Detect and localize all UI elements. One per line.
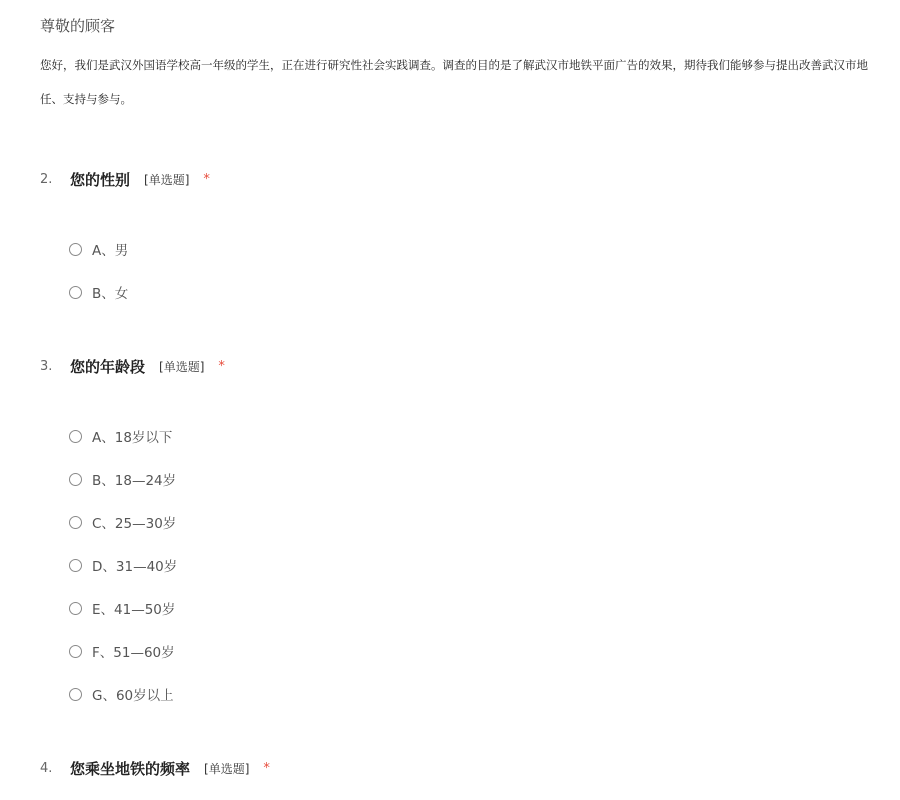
required-marker: *	[203, 171, 210, 187]
question-title: 您的性别	[70, 170, 131, 189]
option-age-over-60[interactable]	[69, 684, 174, 704]
radio-button[interactable]	[69, 559, 82, 572]
radio-button[interactable]	[69, 243, 82, 256]
question-number: 2.	[40, 171, 53, 187]
question-title: 您乘坐地铁的频率	[70, 759, 191, 778]
intro-text-line-2: 任、支持与参与。	[40, 92, 132, 106]
option-age-31-40[interactable]	[69, 555, 177, 575]
option-label: E、41—50岁	[92, 602, 176, 618]
required-marker: *	[263, 760, 270, 776]
question-type-label: [单选题]	[159, 359, 205, 374]
option-label: C、25—30岁	[92, 516, 177, 532]
radio-button[interactable]	[69, 516, 82, 529]
option-label: B、18—24岁	[92, 473, 177, 489]
greeting-heading: 尊敬的顾客	[40, 17, 116, 35]
radio-button[interactable]	[69, 602, 82, 615]
required-marker: *	[218, 358, 225, 374]
option-age-under-18[interactable]	[69, 426, 172, 446]
question-title: 您的年龄段	[70, 357, 146, 376]
option-age-25-30[interactable]	[69, 512, 176, 532]
option-gender-female[interactable]	[69, 282, 128, 302]
radio-button[interactable]	[69, 473, 82, 486]
radio-button[interactable]	[69, 430, 82, 443]
question-number: 3.	[40, 358, 53, 374]
radio-button[interactable]	[69, 688, 82, 701]
option-label: A、18岁以下	[92, 430, 173, 446]
question-2-header	[40, 167, 210, 191]
option-label: D、31—40岁	[92, 559, 178, 575]
intro-text-line-1: 您好，我们是武汉外国语学校高一年级的学生，正在进行研究性社会实践调查。调查的目的是了解武汉市地铁平面广告的效果，期待我们能够参与提出改善武汉市地	[40, 58, 868, 72]
radio-button[interactable]	[69, 286, 82, 299]
option-label: F、51—60岁	[92, 645, 175, 661]
option-label: B、女	[92, 286, 129, 302]
question-type-label: [单选题]	[204, 761, 250, 776]
option-label: G、60岁以上	[92, 688, 174, 704]
question-type-label: [单选题]	[144, 172, 190, 187]
option-age-41-50[interactable]	[69, 598, 175, 618]
question-4-header	[40, 756, 270, 780]
option-age-51-60[interactable]	[69, 641, 175, 661]
option-age-18-24[interactable]	[69, 469, 176, 489]
radio-button[interactable]	[69, 645, 82, 658]
question-number: 4.	[40, 760, 53, 776]
option-label: A、男	[92, 243, 129, 259]
option-gender-male[interactable]	[69, 239, 128, 259]
question-3-header	[40, 354, 225, 378]
